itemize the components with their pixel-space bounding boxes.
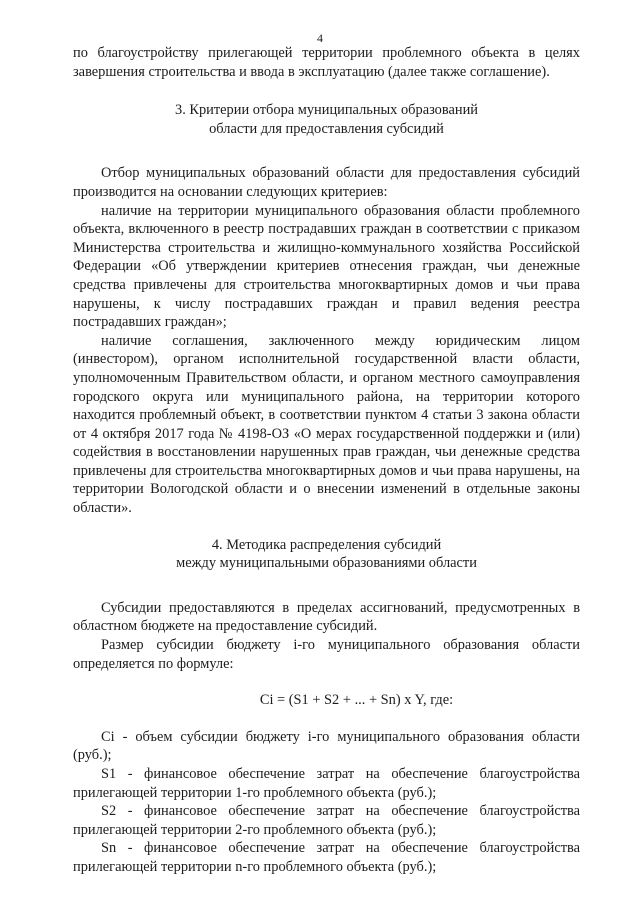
section-3-criterion-1: наличие на территории муниципального образования области проблемного объекта, включенного в реестр пострадавших граждан в соответствии с приказом Министерства строительства и жилищно-коммунального хозяйства Российской Федерации «Об утверждении критериев отнесения граждан, чьи денежные средства привлечены для строительства многоквартирных домов и чьи права нарушены, к числу пострадавших граждан и правил ведения реестра пострадавших граждан»; xyxy=(73,202,580,331)
section-4-heading-line-2: между муниципальными образованиями области xyxy=(176,555,477,572)
section-3-heading-line-1: 3. Критерии отбора муниципальных образований xyxy=(175,102,478,119)
page-number: 4 xyxy=(317,31,323,45)
subsidy-formula: Ci = (S1 + S2 + ... + Sn) x Y, где: xyxy=(259,692,454,709)
formula-definition-sn: Sn - финансовое обеспечение затрат на обеспечение благоустройства прилегающей территории n-го проблемного объекта (руб.); xyxy=(73,840,580,875)
section-3 xyxy=(73,101,580,517)
formula-definition-ci: Ci - объем субсидии бюджету i-го муниципального образования области (руб.); xyxy=(73,728,580,764)
section-4-paragraph: Размер субсидии бюджету i-го муниципального образования области определяется по формуле: xyxy=(73,637,580,672)
formula-definition-s1: S1 - финансовое обеспечение затрат на обеспечение благоустройства прилегающей территории 1-го проблемного объекта (руб.); xyxy=(73,766,580,801)
section-3-heading-line-2: области для предоставления субсидий xyxy=(209,120,444,137)
section-3-paragraph: Отбор муниципальных образований области для предоставления субсидий производится на основании следующих критериев: xyxy=(73,165,580,200)
section-4 xyxy=(73,536,580,877)
section-3-criterion-2: наличие соглашения, заключенного между юридическим лицом (инвестором), органом исполнительной государственной власти области, уполномоченным Правительством области, и органом местного самоуправления городского округа или муниципального района, на территории которого находится проблемный объект, в соответствии пунктом 4 статьи 3 закона области от 4 октября 2017 года № 4198-ОЗ «О мерах государственной поддержки и (или) содействия в восстановлении нарушенных прав граждан, чьи денежные средства привлечены для строительства многоквартирных домов и чьи права нарушены, на территории Вологодской области и о внесении изменений в отдельные законы области». xyxy=(73,332,580,517)
section-4-heading-line-1: 4. Методика распределения субсидий xyxy=(211,536,442,553)
formula-definition-s2: S2 - финансовое обеспечение затрат на обеспечение благоустройства прилегающей территории 2-го проблемного объекта (руб.); xyxy=(73,803,580,838)
intro-continuation: по благоустройству прилегающей территории проблемного объекта в целях завершения строительства и ввода в эксплуатацию (далее также соглашение). xyxy=(73,45,580,80)
section-4-paragraph: Субсидии предоставляются в пределах ассигнований, предусмотренных в областном бюджете на предоставление субсидий. xyxy=(73,599,580,635)
document-body xyxy=(73,44,580,877)
